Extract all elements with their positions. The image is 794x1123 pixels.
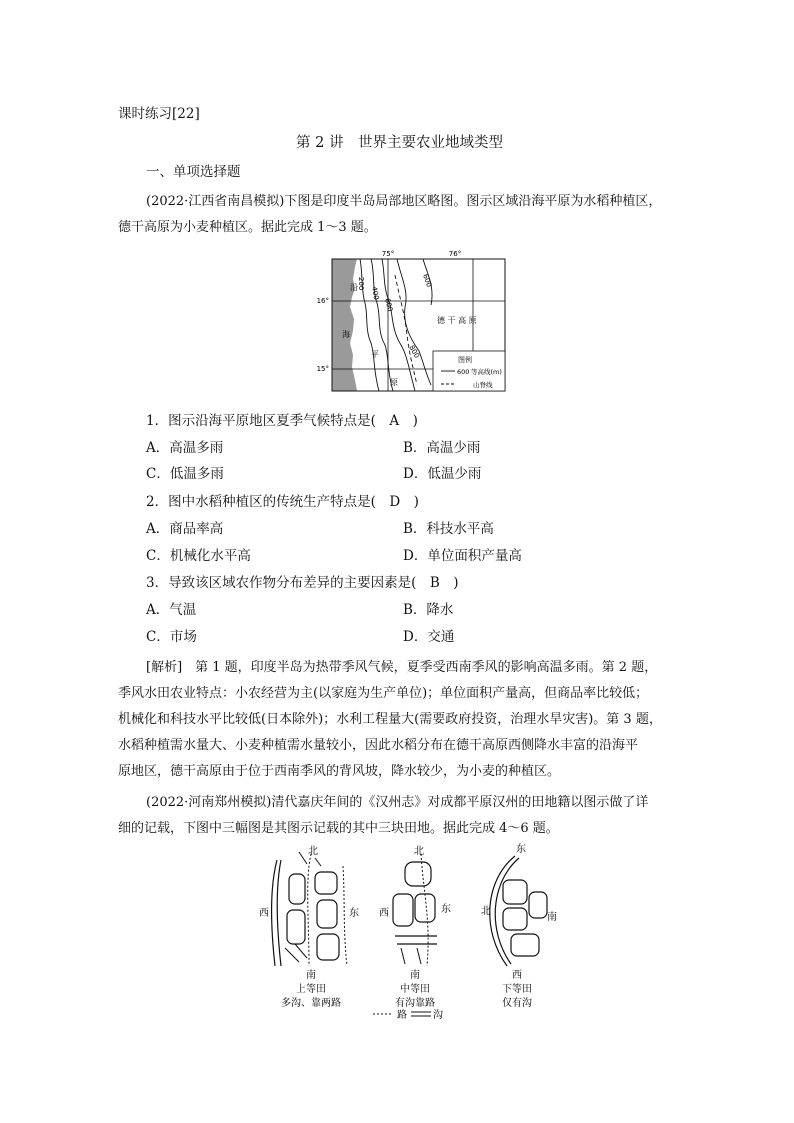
- map-legend-ridge-label: 山脊线: [473, 381, 493, 389]
- contour-400: [371, 259, 393, 391]
- panel3-grade: 下等田: [502, 984, 532, 995]
- panel3-left: 北: [481, 906, 491, 917]
- panel-upper-field: [259, 845, 359, 1009]
- contour-label-600: 600: [383, 297, 395, 313]
- panel-lower-field: [481, 842, 557, 1009]
- panel2-east: 东: [441, 904, 451, 915]
- panel2-grade: 中等田: [400, 984, 430, 995]
- map-legend-contour-value: 600: [457, 368, 470, 376]
- analysis-line-1: [解析] 第 1 题，印度半岛为热带季风气候，夏季受西南季风的影响高温多雨。第 2 题，: [146, 660, 658, 675]
- map-legend-contour-label: 等高线(m): [471, 368, 502, 376]
- intro2-line1: (2022·河南郑州模拟)清代嘉庆年间的《汉州志》对成都平原汉州的田地籍以图示做了详: [146, 795, 649, 810]
- panel2-north: 北: [414, 846, 424, 857]
- panel2-south: 南: [410, 970, 420, 981]
- panel2-west: 西: [379, 908, 389, 919]
- panel3-top: 东: [516, 844, 526, 855]
- india-peninsula-map: [305, 245, 515, 395]
- question-2-stem: 2．图中水稻种植区的传统生产特点是( D ): [146, 494, 419, 510]
- field-maps-figure: [255, 840, 555, 1020]
- intro1-line1: (2022·江西省南昌模拟)下图是印度半岛局部地区略图。图示区域沿海平原为水稻种植区，: [146, 194, 662, 209]
- question-1-stem: 1．图示沿海平原地区夏季气候特点是( A ): [146, 413, 418, 429]
- q2-option-b: B．科技水平高: [403, 521, 494, 537]
- panel1-north: 北: [308, 846, 318, 857]
- q1-option-a: A．高温多雨: [146, 440, 224, 456]
- panel-middle-field: [379, 845, 451, 1009]
- contour-label-800: 800: [407, 344, 421, 360]
- q3-option-b: B．降水: [403, 602, 454, 618]
- lat-label-15: 15°: [316, 365, 329, 373]
- panel3-right: 南: [547, 912, 557, 923]
- panel1-west: 西: [259, 908, 269, 919]
- contour-label-200: 200: [357, 277, 365, 291]
- lon-label-75: 75°: [381, 250, 395, 258]
- lon-label-76: 76°: [448, 250, 462, 258]
- panel2-desc: 有沟靠路: [395, 998, 435, 1009]
- q3-option-c: C．市场: [146, 629, 197, 645]
- place-char-coast-2: 海: [342, 330, 350, 339]
- legend-road: 路: [397, 1010, 407, 1021]
- analysis-line-3: 机械化和科技水平比较低(日本除外)；水利工程量大(需要政府投资，治理水旱灾害)。第 3 题，: [118, 712, 662, 727]
- q2-option-a: A．商品率高: [146, 521, 224, 537]
- place-char-coast-1: 沿: [350, 283, 358, 292]
- place-char-coast-4: 原: [390, 378, 398, 387]
- practice-label: 课时练习[22]: [118, 106, 200, 122]
- intro1-line2: 德干高原为小麦种植区。据此完成 1～3 题。: [118, 220, 377, 235]
- section-heading: 一、单项选择题: [146, 164, 241, 180]
- panel1-south: 南: [306, 970, 316, 981]
- q1-option-c: C．低温多雨: [146, 466, 224, 482]
- contour-label-600-east: 600: [421, 272, 434, 289]
- place-char-coast-3: 平: [371, 350, 379, 359]
- q3-option-d: D．交通: [403, 629, 455, 645]
- q2-option-c: C．机械化水平高: [146, 548, 251, 564]
- contour-600: [382, 259, 415, 391]
- panel1-desc: 多沟、靠两路: [281, 998, 341, 1009]
- panel3-bottom: 西: [512, 970, 522, 981]
- panel3-desc: 仅有沟: [502, 998, 532, 1009]
- question-3-stem: 3．导致该区域农作物分布差异的主要因素是( B ): [146, 575, 459, 591]
- contour-label-400: 400: [370, 285, 381, 301]
- lat-label-16: 16°: [316, 297, 329, 305]
- analysis-line-2: 季风水田农业特点：小农经营为主(以家庭为生产单位)；单位面积产量高，但商品率比较低；: [118, 686, 649, 701]
- analysis-line-5: 原地区，德干高原由于位于西南季风的背风坡，降水较少，为小麦的种植区。: [118, 764, 561, 779]
- intro2-line2: 细的记载，下图中三幅图是其图示记载的其中三块田地。据此完成 4～6 题。: [118, 821, 559, 836]
- lesson-title: 第 2 讲 世界主要农业地域类型: [296, 135, 503, 151]
- map-legend-title: 图例: [458, 356, 472, 364]
- q1-option-d: D．低温少雨: [403, 466, 482, 482]
- analysis-line-4: 水稻种植需水量大、小麦种植需水量较小，因此水稻分布在德干高原西侧降水丰富的沿海平: [118, 738, 639, 753]
- sea-area: [332, 259, 357, 391]
- legend-ditch: 沟: [433, 1010, 443, 1021]
- panel1-grade: 上等田: [296, 984, 326, 995]
- q1-option-b: B．高温少雨: [403, 440, 481, 456]
- q3-option-a: A．气温: [146, 602, 197, 618]
- panel1-east: 东: [349, 908, 359, 919]
- plateau-label: 德 干 高 原: [437, 316, 477, 325]
- q2-option-d: D．单位面积产量高: [403, 548, 522, 564]
